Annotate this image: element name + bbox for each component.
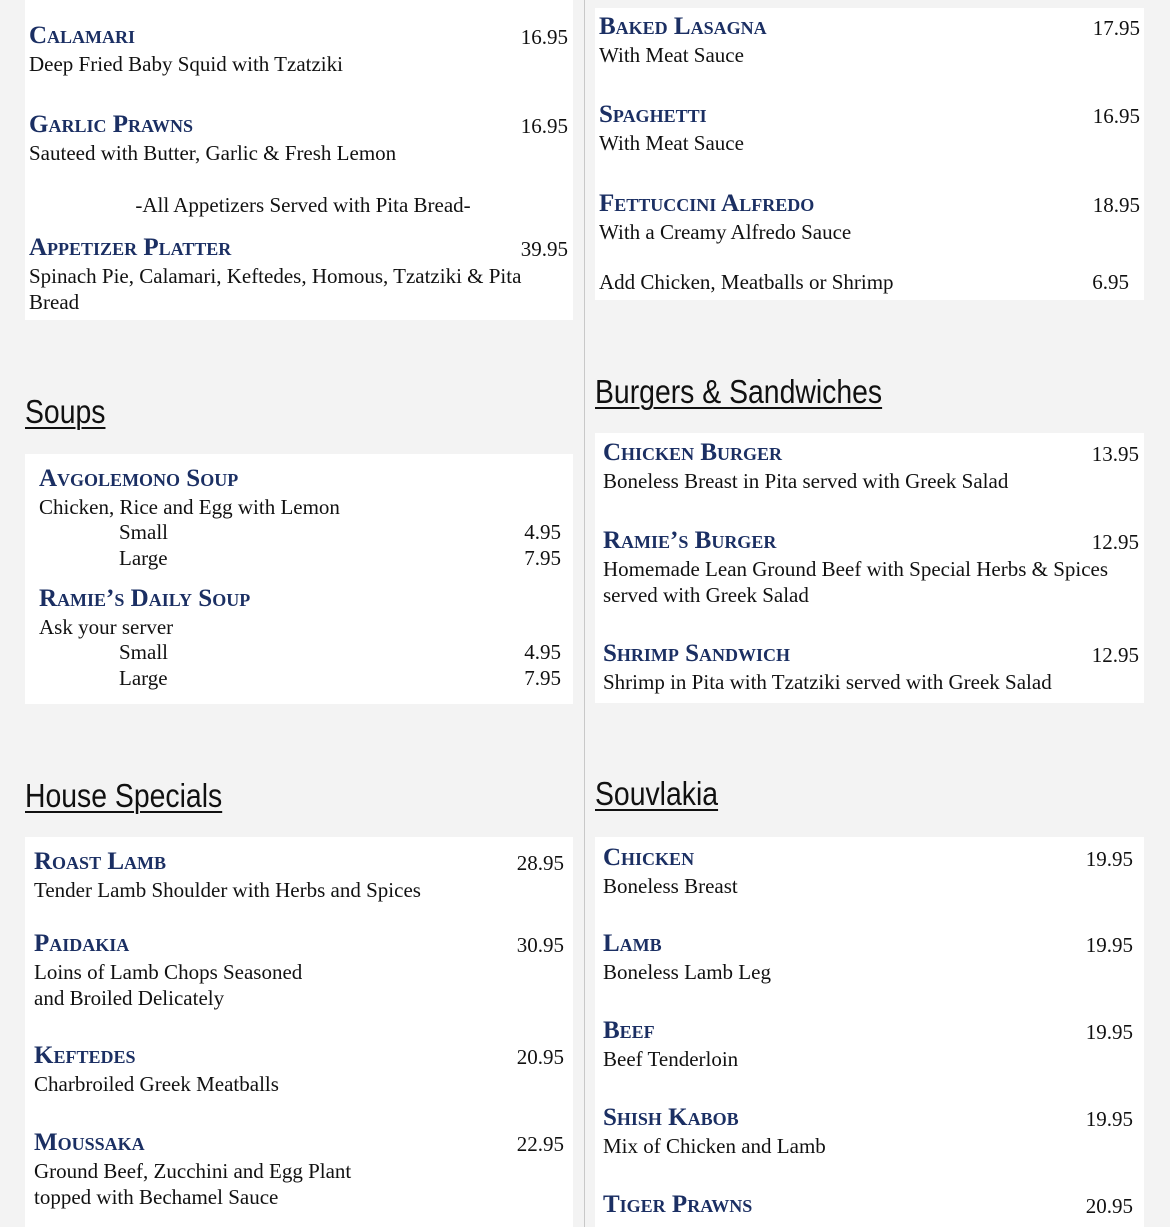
menu-item-description: Ask your server	[39, 615, 174, 639]
size-label: Small	[119, 520, 169, 544]
menu-item-description: Beef Tenderloin	[603, 1047, 739, 1071]
menu-item-description: Boneless Breast in Pita served with Greek Salad	[603, 469, 1009, 493]
menu-item-price: 20.95	[516, 1045, 564, 1069]
menu-item-price: 17.95	[1092, 16, 1140, 40]
menu-item-name: Ramie’s Daily Soup	[39, 585, 251, 612]
menu-item-price: 13.95	[1091, 442, 1139, 466]
menu-item-description: Ground Beef, Zucchini and Egg Plant	[34, 1159, 352, 1183]
menu-item-description: served with Greek Salad	[603, 583, 809, 607]
size-label: Large	[119, 546, 168, 570]
menu-item-price: 39.95	[520, 237, 568, 261]
menu-item-name: Ramie’s Burger	[603, 527, 777, 554]
menu-item-price: 28.95	[516, 851, 564, 875]
menu-item-description: Homemade Lean Ground Beef with Special Herbs & Spices	[603, 557, 1109, 581]
size-label: Small	[119, 640, 169, 664]
section-title-house-specials: House Specials	[25, 777, 223, 814]
size-price: 4.95	[524, 520, 561, 544]
menu-item-description: With Meat Sauce	[599, 131, 744, 155]
menu-item-price: 12.95	[1091, 530, 1139, 554]
menu-item-name: Keftedes	[34, 1042, 136, 1069]
menu-item-description: topped with Bechamel Sauce	[34, 1185, 279, 1209]
menu-item-name: Roast Lamb	[34, 848, 166, 875]
menu-item-description: Tender Lamb Shoulder with Herbs and Spices	[34, 878, 421, 902]
menu-item-price: 16.95	[1092, 104, 1140, 128]
column-divider	[584, 0, 585, 1227]
menu-item-description: Spinach Pie, Calamari, Keftedes, Homous, Tzatziki & Pita	[29, 264, 522, 288]
menu-item-name: Baked Lasagna	[599, 13, 767, 40]
menu-item-price: 18.95	[1092, 193, 1140, 217]
menu-item-name: Paidakia	[34, 930, 130, 957]
menu-item-description: With a Creamy Alfredo Sauce	[599, 220, 852, 244]
menu-item-name: Fettuccini Alfredo	[599, 190, 815, 217]
size-price: 4.95	[524, 640, 561, 664]
menu-item-price: 16.95	[520, 25, 568, 49]
size-price: 7.95	[524, 546, 561, 570]
section-title-soups: Soups	[25, 393, 106, 430]
menu-item-description: Deep Fried Baby Squid with Tzatziki	[29, 52, 343, 76]
menu-item-price: 22.95	[516, 1132, 564, 1156]
menu-item-description: Loins of Lamb Chops Seasoned	[34, 960, 303, 984]
menu-item-price: 12.95	[1091, 643, 1139, 667]
menu-item-description: Boneless Breast	[603, 874, 738, 898]
menu-item-description: and Broiled Delicately	[34, 986, 225, 1010]
appetizers-note: -All Appetizers Served with Pita Bread-	[135, 193, 471, 217]
menu-item-description: With Meat Sauce	[599, 43, 744, 67]
menu-item-price: 19.95	[1085, 1107, 1133, 1131]
menu-item-description: Charbroiled Greek Meatballs	[34, 1072, 279, 1096]
menu-item-description: Mix of Chicken and Lamb	[603, 1134, 826, 1158]
menu-item-price: 19.95	[1085, 933, 1133, 957]
menu-item-description: Boneless Lamb Leg	[603, 960, 771, 984]
menu-item-name: Avgolemono Soup	[39, 465, 239, 492]
menu-item-name: Lamb	[603, 930, 662, 957]
menu-item-name: Beef	[603, 1017, 655, 1044]
menu-item-description: Sauteed with Butter, Garlic & Fresh Lemon	[29, 141, 397, 165]
menu-item-description: Bread	[29, 290, 80, 314]
menu-item-description: Shrimp in Pita with Tzatziki served with Greek Salad	[603, 670, 1052, 694]
menu-item-name: Moussaka	[34, 1129, 145, 1156]
addon-label: Add Chicken, Meatballs or Shrimp	[599, 270, 894, 294]
size-label: Large	[119, 666, 168, 690]
menu-item-name: Spaghetti	[599, 101, 707, 128]
menu-item-price: 20.95	[1085, 1194, 1133, 1218]
menu-item-price: 16.95	[520, 114, 568, 138]
menu-item-description: Chicken, Rice and Egg with Lemon	[39, 495, 340, 519]
menu-item-price: 19.95	[1085, 1020, 1133, 1044]
menu-item-price: 19.95	[1085, 847, 1133, 871]
menu-item-name: Chicken Burger	[603, 439, 782, 466]
menu-item-name: Calamari	[29, 22, 136, 49]
menu-item-name: Shrimp Sandwich	[603, 640, 791, 667]
size-price: 7.95	[524, 666, 561, 690]
menu-item-name: Tiger Prawns	[603, 1191, 753, 1218]
menu-item-name: Shish Kabob	[603, 1104, 739, 1131]
addon-price: 6.95	[1092, 270, 1129, 294]
section-title-burgers: Burgers & Sandwiches	[595, 373, 883, 410]
menu-item-name: Chicken	[603, 844, 695, 871]
menu-item-price: 30.95	[516, 933, 564, 957]
section-title-souvlakia: Souvlakia	[595, 775, 719, 812]
menu-item-name: Garlic Prawns	[29, 111, 193, 138]
menu-item-name: Appetizer Platter	[29, 234, 232, 261]
